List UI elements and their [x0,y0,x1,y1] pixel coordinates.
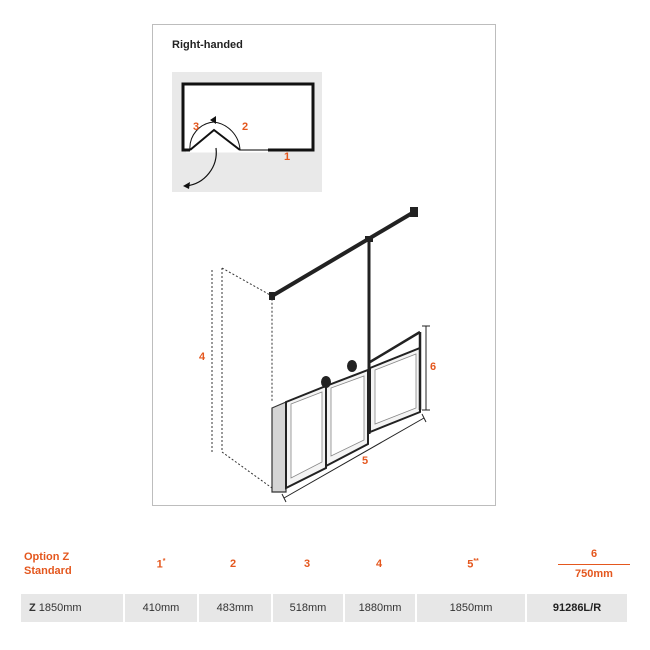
row-option-letter: Z [29,602,36,614]
elevation-label-5: 5 [362,455,369,467]
row-product-code: 91286L/R [527,594,627,622]
row-value-5: 1850mm [417,594,525,622]
row-value-2: 483mm [199,594,271,622]
header-4: 4 [375,558,383,570]
elevation-label-4: 4 [199,351,206,363]
plan-label-1: 1 [284,151,291,163]
row-value-4: 1880mm [345,594,415,622]
wall-outline [222,268,272,402]
header-6-number: 6 [590,548,598,560]
option-type: Standard [24,565,72,577]
header-1: 1* [156,558,166,571]
row-option-size: 1850mm [38,602,82,614]
plan-label-3: 3 [193,121,200,133]
header-3: 3 [303,558,311,570]
row-option [21,594,123,622]
support-bar [272,212,414,296]
screen-panels [272,332,420,492]
spec-table-row [21,594,631,622]
plan-label-2: 2 [242,121,249,133]
header-5: 5** [467,558,479,571]
option-heading [24,550,72,578]
row-value-1: 410mm [125,594,197,622]
diagram-title: Right-handed [172,39,243,51]
row-value-3: 518mm [273,594,343,622]
header-2: 2 [229,558,237,570]
header-6-value: 750mm [575,568,613,580]
header-6 [558,548,630,580]
elevation-label-6: 6 [430,361,437,373]
option-name: Option Z [24,551,70,563]
spec-table-header [20,548,630,584]
